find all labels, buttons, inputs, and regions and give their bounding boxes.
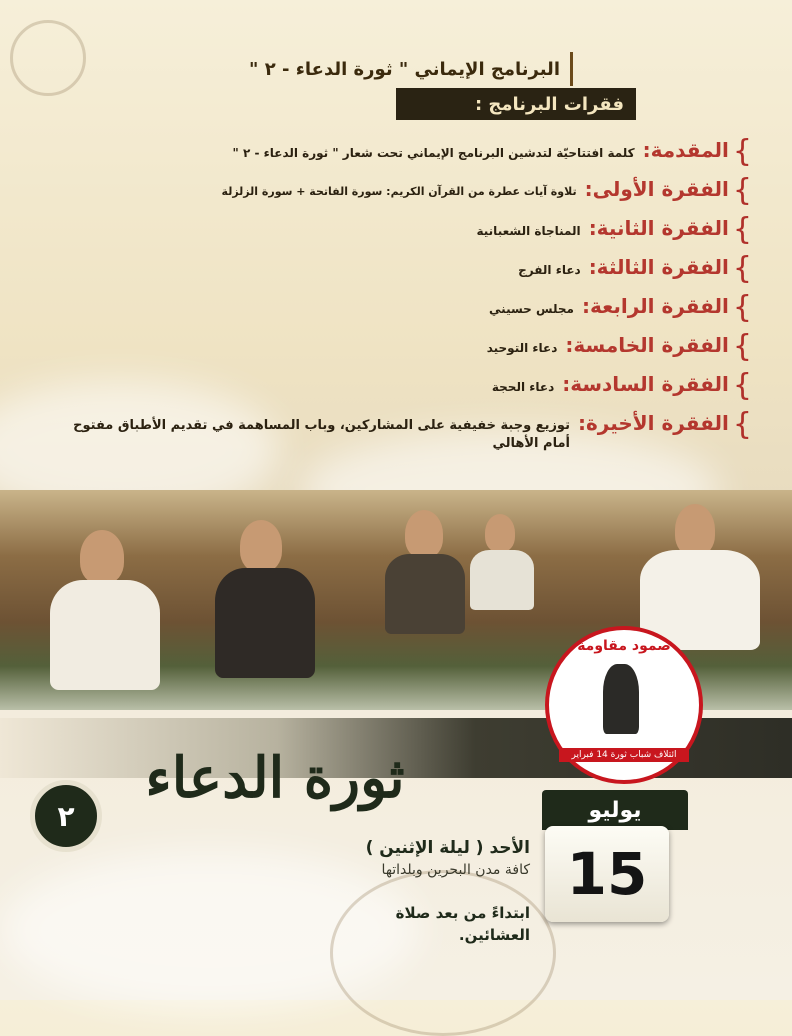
item-label: الفقرة الثالثة:	[588, 255, 729, 279]
item-label: الفقرة الأولى:	[584, 177, 729, 201]
item-label: الفقرة الخامسة:	[565, 333, 729, 357]
person-figure	[485, 514, 515, 552]
person-figure	[50, 580, 160, 690]
person-figure	[80, 530, 124, 584]
fist-icon	[603, 664, 639, 734]
program-item	[32, 212, 752, 255]
person-figure	[215, 568, 315, 678]
brace-icon: {	[732, 407, 752, 442]
item-text: توزيع وجبة خفيفية على المشاركين، وباب المساهمة في تقديم الأطباق مفتوح أمام الأهالي	[73, 418, 570, 451]
event-day-name: الأحد ( ليلة الإثنين )	[365, 838, 530, 858]
program-title-bar	[80, 52, 573, 86]
poster-main-title: ثورة الدعاء	[145, 745, 405, 811]
section-header	[396, 88, 636, 120]
brace-icon: {	[732, 212, 752, 247]
edition-badge: ٢	[30, 780, 102, 852]
program-title: البرنامج الإيماني " ثورة الدعاء - ٢ "	[249, 58, 560, 80]
program-item	[32, 290, 752, 333]
person-figure	[675, 504, 715, 556]
calendar-day	[545, 826, 669, 922]
program-item	[32, 134, 752, 177]
item-label: الفقرة الثانية:	[588, 216, 729, 240]
item-label: الفقرة الرابعة:	[581, 294, 729, 318]
item-text: دعاء الفرج	[518, 263, 581, 277]
brace-icon: {	[732, 368, 752, 403]
brace-icon: {	[732, 251, 752, 286]
program-items-list	[32, 134, 752, 471]
brace-icon: {	[732, 173, 752, 208]
program-item	[32, 173, 752, 216]
person-figure	[405, 510, 443, 558]
program-item	[32, 368, 752, 411]
item-label: المقدمة:	[642, 138, 729, 162]
item-text: دعاء الحجة	[491, 380, 555, 394]
brace-icon: {	[732, 290, 752, 325]
resistance-logo	[545, 626, 703, 784]
decorative-swirl	[10, 20, 86, 96]
event-time: ابتداءً من بعد صلاة العشائين.	[395, 904, 530, 944]
logo-top-text: صمود مقاومة	[577, 638, 671, 654]
decorative-swirl	[330, 870, 556, 1036]
item-text: كلمة افتتاحيّة لتدشين البرنامج الإيماني تحت شعار " ثورة الدعاء - ٢ "	[232, 146, 635, 160]
month-banner: يوليو	[542, 790, 688, 830]
person-figure	[470, 550, 534, 610]
item-text: المناجاة الشعبانية	[476, 224, 581, 238]
item-text: دعاء التوحيد	[486, 341, 558, 355]
person-figure	[385, 554, 465, 634]
logo-bottom-text: ائتلاف شباب ثورة 14 فبراير	[559, 748, 689, 762]
item-text: تلاوة آيات عطرة من القرآن الكريم: سورة الفاتحة + سورة الزلزلة	[221, 185, 577, 198]
program-item	[32, 407, 752, 471]
person-figure	[240, 520, 282, 572]
brace-icon: {	[732, 134, 752, 169]
program-item	[32, 251, 752, 294]
item-label: الفقرة الأخيرة:	[577, 411, 729, 435]
item-label: الفقرة السادسة:	[562, 372, 729, 396]
brace-icon: {	[732, 329, 752, 364]
event-location: كافة مدن البحرين وبلداتها	[381, 862, 530, 878]
program-item	[32, 329, 752, 372]
section-title: فقرات البرنامج :	[474, 93, 624, 115]
item-text: مجلس حسيني	[489, 302, 574, 316]
day-number: 15	[566, 840, 648, 908]
